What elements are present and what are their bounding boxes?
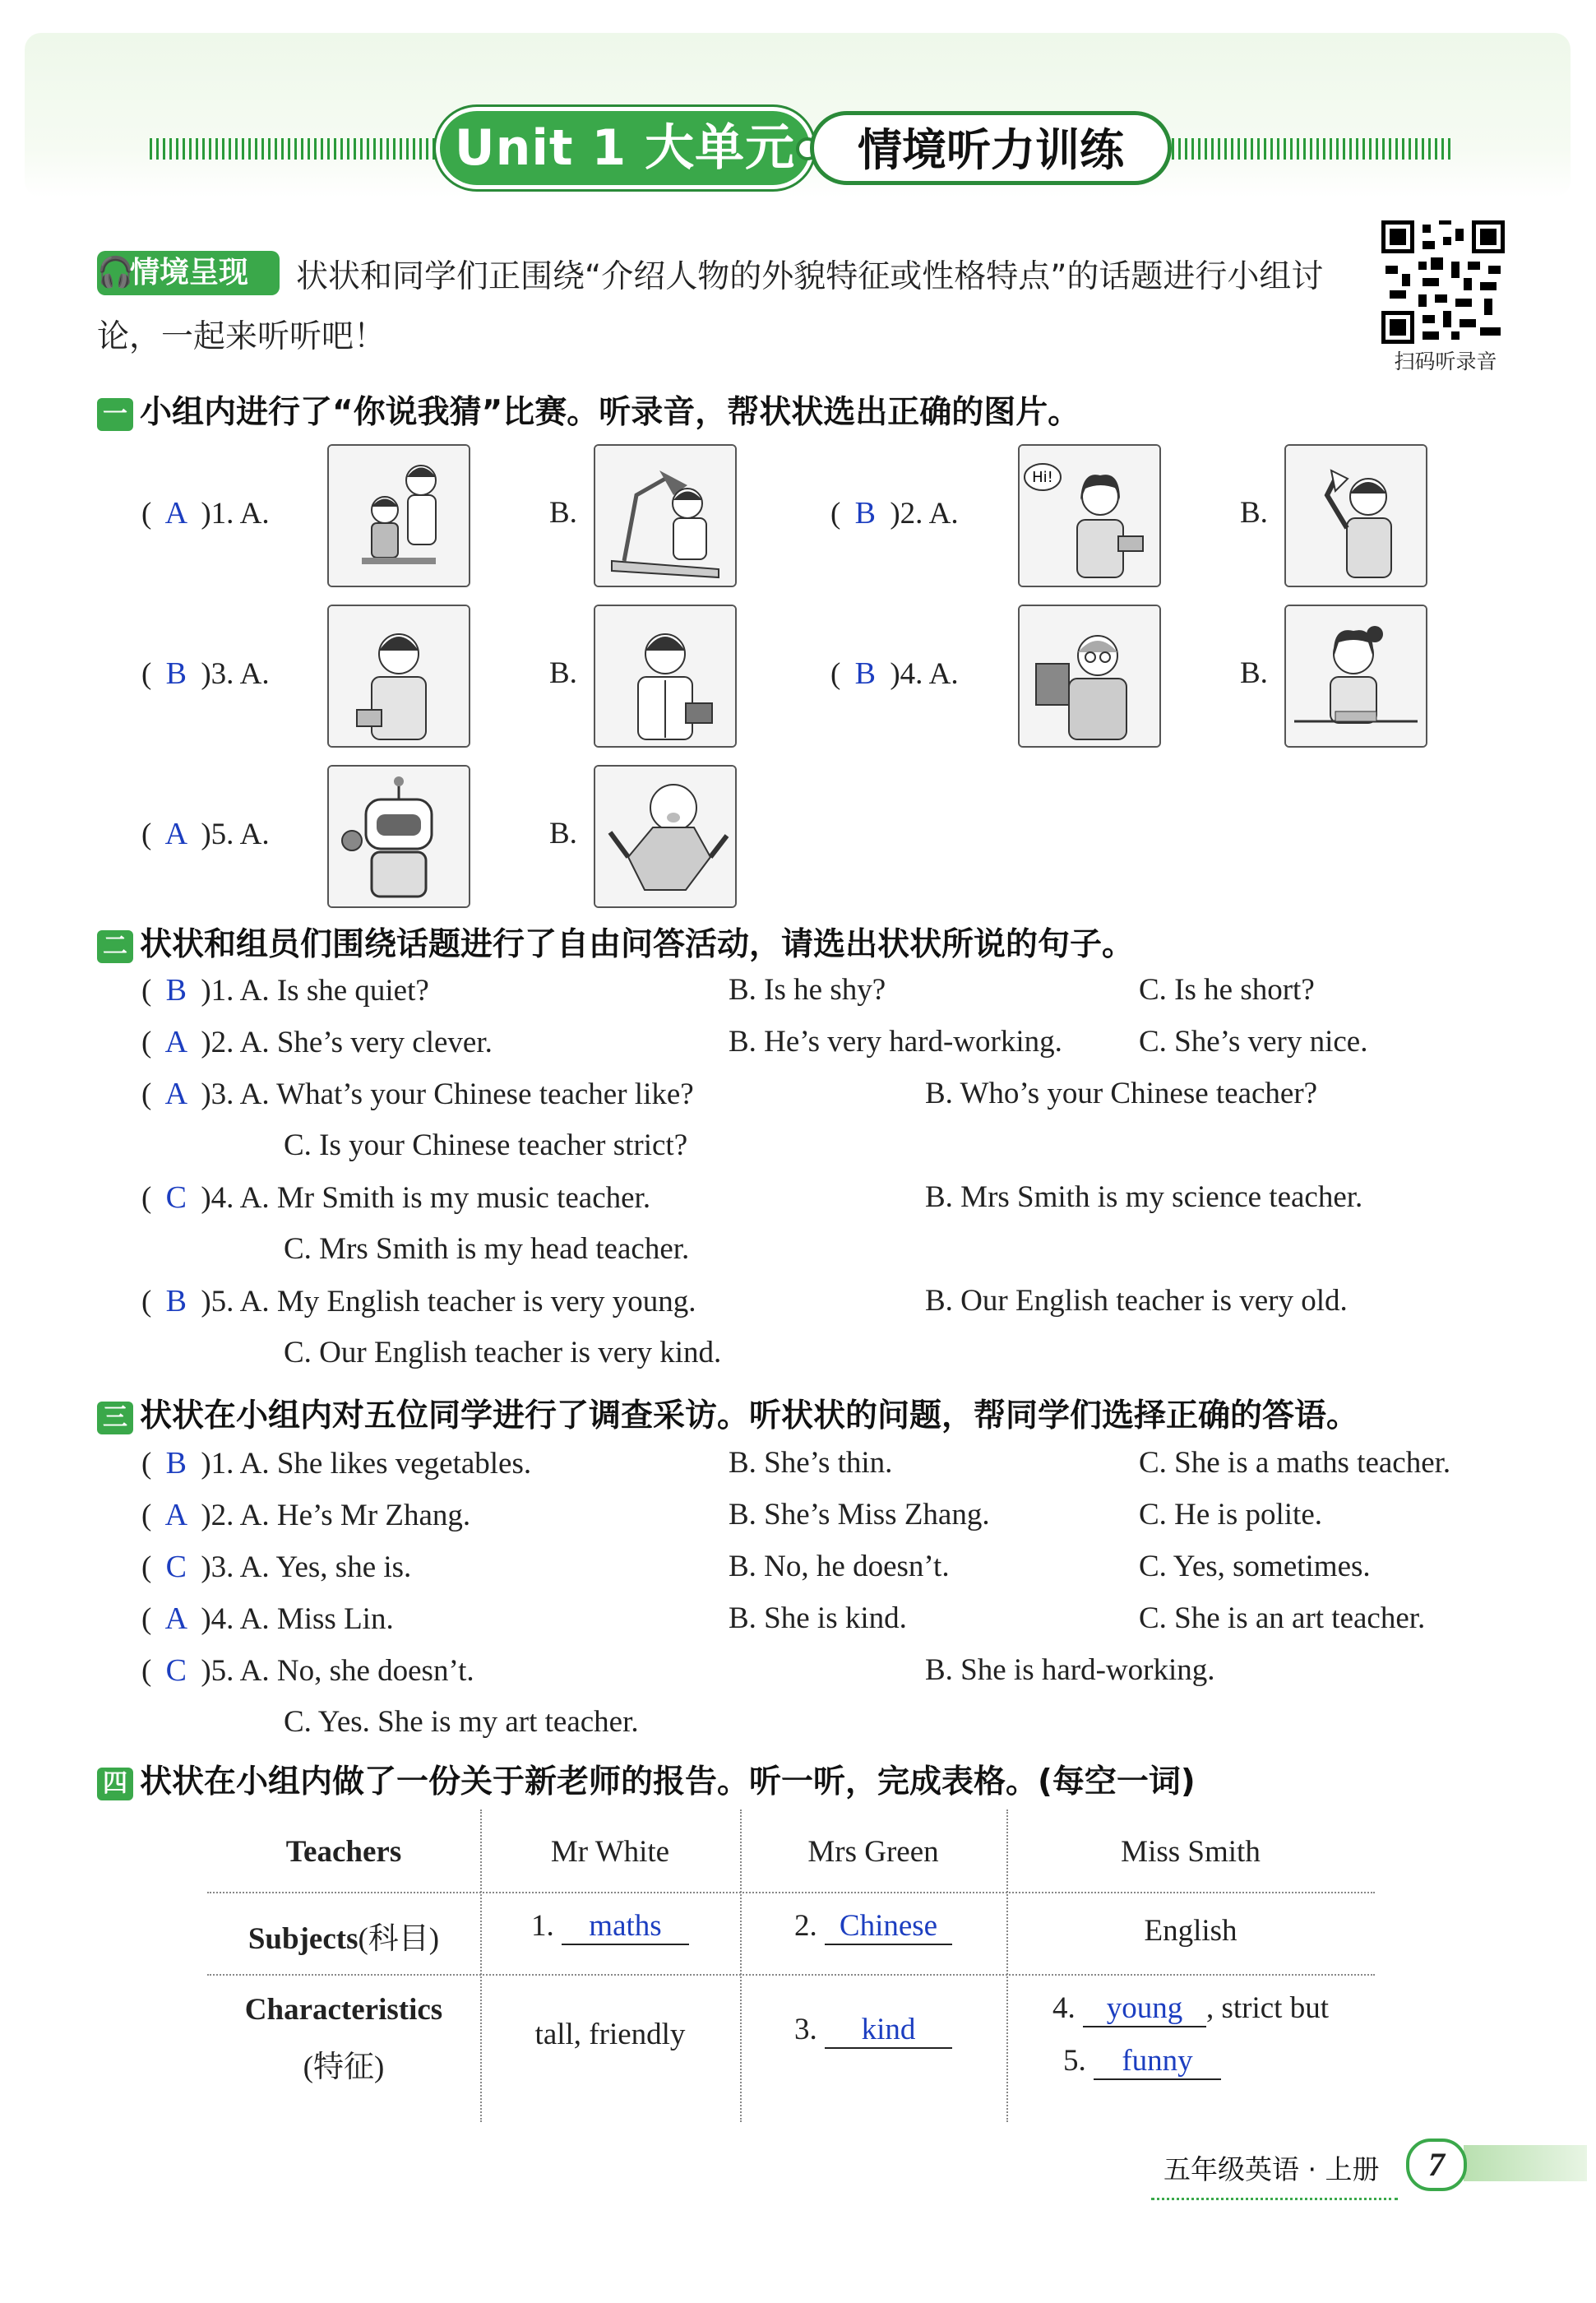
s1-q1-picture-a[interactable] (327, 444, 470, 587)
s2-q5-option-b: B. Our English teacher is very old. (925, 1284, 1348, 1318)
qr-code-icon (1381, 220, 1505, 344)
s3-q3-option-c: C. Yes, sometimes. (1139, 1550, 1371, 1583)
s2-q1-num: 1 (210, 974, 227, 1008)
section4-number: 四 (97, 1768, 133, 1800)
table-header-teachers: Teachers (285, 1835, 402, 1869)
s1-q5-picture-a[interactable] (327, 765, 470, 908)
section3-number: 三 (97, 1402, 133, 1434)
table-divider (207, 1974, 1375, 1976)
section2-number: 二 (97, 930, 133, 963)
s1-q5-label-b: B. (549, 817, 577, 850)
s2-q2-answer[interactable]: A (164, 1025, 188, 1059)
s3-q1-answer[interactable]: B (165, 1446, 187, 1480)
table-header-characteristics: Characteristics (244, 1993, 443, 2027)
s1-q1-picture-b[interactable] (594, 444, 737, 587)
s1-q3-label-a: A. (239, 657, 270, 691)
section4-header (97, 1756, 1196, 1802)
teacher-name-3: Miss Smith (1121, 1835, 1261, 1869)
blank-5-num: 5. (1063, 2044, 1086, 2078)
s1-q3-answer[interactable]: B (165, 656, 187, 691)
s3-q4: ( A )4. A. Miss Lin. (141, 1601, 394, 1636)
s1-q4-label-a: A. (928, 657, 959, 691)
s2-q2-option-c: C. She’s very nice. (1139, 1025, 1368, 1059)
s2-q5-option-c: C. Our English teacher is very kind. (284, 1336, 722, 1369)
s2-q5-num: 5 (210, 1285, 227, 1318)
s3-q1: ( B )1. A. She likes vegetables. (141, 1446, 532, 1480)
section3-header (97, 1390, 1358, 1436)
blank-3-num: 3. (794, 2013, 817, 2046)
characteristic-cell-3-line2 (1006, 2043, 1278, 2080)
s2-q2: ( A )2. A. She’s very clever. (141, 1025, 493, 1059)
s2-q4-option-a: A. Mr Smith is my music teacher. (239, 1181, 651, 1215)
s1-q2-answer[interactable]: B (854, 496, 876, 531)
teacher-name-2: Mrs Green (807, 1835, 939, 1869)
s3-q5-option-a: A. No, she doesn’t. (239, 1654, 474, 1688)
s1-q2-label-b: B. (1240, 496, 1268, 530)
s3-q5-option-b: B. She is hard-working. (925, 1653, 1215, 1687)
headphones-icon: 🎧 (97, 256, 134, 290)
s1-q1-num: 1 (210, 497, 227, 531)
s3-q3-num: 3 (210, 1550, 227, 1584)
s1-q5: ( A )5. A. (141, 817, 270, 851)
blank-3-answer[interactable]: kind (825, 2012, 952, 2049)
unit-badge: Unit 1 大单元 (440, 111, 810, 185)
section1-header (97, 387, 1080, 433)
table-divider (207, 1892, 1375, 1893)
characteristic-strict-but: , strict but (1205, 1991, 1329, 2025)
s1-q5-num: 5 (210, 818, 227, 851)
s2-q3-option-c: C. Is your Chinese teacher strict? (284, 1128, 688, 1162)
s2-q1: ( B )1. A. Is she quiet? (141, 973, 429, 1008)
qr-code[interactable] (1381, 220, 1505, 344)
blank-5-answer[interactable]: funny (1094, 2043, 1221, 2080)
s1-q2-label-a: A. (928, 497, 959, 531)
blank-4-num: 4. (1052, 1991, 1076, 2025)
s2-q4-answer[interactable]: C (165, 1180, 187, 1215)
section1-number: 一 (97, 398, 133, 431)
s1-q2-num: 2 (900, 497, 916, 531)
subject-cell-2 (740, 1908, 1006, 1945)
s3-q4-option-a: A. Miss Lin. (239, 1602, 394, 1636)
footer-book-title: 五年级英语 · 上册 (1163, 2153, 1380, 2185)
teachers-table (207, 1810, 1375, 2122)
s1-q5-label-a: A. (239, 818, 270, 851)
s2-q3-answer[interactable]: A (164, 1077, 188, 1111)
s2-q2-option-a: A. She’s very clever. (239, 1026, 493, 1059)
s2-q1-answer[interactable]: B (165, 973, 187, 1008)
characteristic-cell-2 (740, 2012, 1006, 2049)
s2-q2-option-b: B. He’s very hard-working. (729, 1025, 1062, 1059)
s2-q1-option-a: A. Is she quiet? (239, 974, 429, 1008)
s2-q3: ( A )3. A. What’s your Chinese teacher like? (141, 1077, 694, 1111)
s2-q4-num: 4 (210, 1181, 227, 1215)
s3-q2-num: 2 (210, 1499, 227, 1532)
s1-q4-label-b: B. (1240, 656, 1268, 690)
s3-q2-option-b: B. She’s Miss Zhang. (729, 1498, 990, 1531)
s1-q3-num: 3 (210, 657, 227, 691)
qr-label: 扫码听录音 (1394, 351, 1497, 373)
s2-q5-option-a: A. My English teacher is very young. (239, 1285, 696, 1318)
s3-q1-option-c: C. She is a maths teacher. (1139, 1446, 1451, 1480)
blank-1-num: 1. (531, 1909, 554, 1943)
header-stripes-left (150, 138, 442, 160)
s3-q4-answer[interactable]: A (164, 1601, 188, 1636)
intro-tag-label: 情境呈现 (130, 256, 249, 290)
footer-dotted-rule (1151, 2198, 1398, 2200)
teacher-name-1: Mr White (550, 1835, 670, 1869)
s1-q1-label-b: B. (549, 496, 577, 530)
s2-q5: ( B )5. A. My English teacher is very young. (141, 1284, 696, 1318)
s3-q2-answer[interactable]: A (164, 1498, 188, 1532)
subjects-label: Subjects (247, 1922, 359, 1956)
s1-q1-label-a: A. (239, 497, 270, 531)
s2-q1-option-c: C. Is he short? (1139, 973, 1315, 1007)
s2-q4: ( C )4. A. Mr Smith is my music teacher. (141, 1180, 651, 1215)
s3-q2-option-c: C. He is polite. (1139, 1498, 1323, 1531)
header-stripes-right (1172, 138, 1451, 160)
s1-q3-picture-b[interactable] (594, 605, 737, 748)
s1-q3-label-b: B. (549, 656, 577, 690)
s3-q5-answer[interactable]: C (165, 1653, 187, 1688)
s2-q3-num: 3 (210, 1077, 227, 1111)
s2-q3-option-a: A. What’s your Chinese teacher like? (239, 1077, 694, 1111)
intro-text-line2: 论，一起来听听吧！ (97, 318, 386, 355)
s1-q4-picture-b[interactable] (1284, 605, 1427, 748)
s1-q4-num: 4 (900, 657, 916, 691)
s1-q4-answer[interactable]: B (854, 656, 876, 691)
blank-1-answer[interactable]: maths (562, 1908, 689, 1945)
s1-q2: ( B )2. A. (830, 496, 959, 531)
s1-q4: ( B )4. A. (830, 656, 959, 691)
intro-tag (97, 251, 280, 295)
s1-q2-picture-b[interactable] (1284, 444, 1427, 587)
s3-q2: ( A )2. A. He’s Mr Zhang. (141, 1498, 471, 1532)
s1-q3-picture-a[interactable] (327, 605, 470, 748)
section4-title: 状状在小组内做了一份关于新老师的报告。听一听，完成表格。(每空一词) (140, 1763, 1196, 1800)
subjects-label-cn: (科目) (358, 1922, 440, 1956)
s2-q2-num: 2 (210, 1026, 227, 1059)
section2-header (97, 919, 1134, 965)
s3-q4-option-b: B. She is kind. (729, 1601, 907, 1635)
characteristic-cell-1: tall, friendly (534, 2018, 686, 2051)
s3-q3-answer[interactable]: C (165, 1550, 187, 1584)
subject-cell-1 (480, 1908, 740, 1945)
s1-q5-answer[interactable]: A (164, 817, 188, 851)
page-title: 情境听力训练 (810, 111, 1172, 185)
s2-q5-answer[interactable]: B (165, 1284, 187, 1318)
s3-q4-option-c: C. She is an art teacher. (1139, 1601, 1426, 1635)
intro-text-line1: 状状和同学们正围绕“介绍人物的外貌特征或性格特点”的话题进行小组讨 (296, 258, 1324, 295)
table-header-characteristics-cn: (特征) (303, 2050, 385, 2084)
s1-q1-answer[interactable]: A (164, 496, 188, 531)
subject-cell-3: English (1144, 1914, 1237, 1948)
s3-q3: ( C )3. A. Yes, she is. (141, 1550, 412, 1584)
s2-q4-option-c: C. Mrs Smith is my head teacher. (284, 1232, 690, 1266)
s3-q1-num: 1 (210, 1447, 227, 1480)
s1-q5-picture-b[interactable] (594, 765, 737, 908)
section2-title: 状状和组员们围绕话题进行了自由问答活动，请选出状状所说的句子。 (140, 926, 1135, 963)
s3-q1-option-b: B. She’s thin. (729, 1446, 893, 1480)
s3-q5-num: 5 (210, 1654, 227, 1688)
s1-q2-picture-a[interactable] (1018, 444, 1161, 587)
characteristic-cell-3-line1 (1006, 1990, 1375, 2027)
s2-q4-option-b: B. Mrs Smith is my science teacher. (925, 1180, 1363, 1214)
page-number: 7 (1406, 2138, 1467, 2191)
s3-q5: ( C )5. A. No, she doesn’t. (141, 1653, 474, 1688)
s3-q5-option-c: C. Yes. She is my art teacher. (284, 1705, 639, 1739)
s3-q1-option-a: A. She likes vegetables. (239, 1447, 532, 1480)
blank-2-answer[interactable]: Chinese (825, 1908, 952, 1945)
s2-q3-option-b: B. Who’s your Chinese teacher? (925, 1077, 1318, 1110)
blank-2-num: 2. (794, 1909, 817, 1943)
blank-4-answer[interactable]: young (1083, 1990, 1206, 2027)
s2-q1-option-b: B. Is he shy? (729, 973, 886, 1007)
s3-q3-option-a: A. Yes, she is. (239, 1550, 412, 1584)
s1-q3: ( B )3. A. (141, 656, 270, 691)
s1-q4-picture-a[interactable] (1018, 605, 1161, 748)
section3-title: 状状在小组内对五位同学进行了调查采访。听状状的问题，帮同学们选择正确的答语。 (140, 1397, 1359, 1434)
s3-q3-option-b: B. No, he doesn’t. (729, 1550, 950, 1583)
footer-band (1464, 2145, 1587, 2181)
table-header-subjects (207, 1913, 480, 1958)
s3-q4-num: 4 (210, 1602, 227, 1636)
s1-q1: ( A )1. A. (141, 496, 270, 531)
s3-q2-option-a: A. He’s Mr Zhang. (239, 1499, 471, 1532)
section1-title: 小组内进行了“你说我猜”比赛。听录音，帮状状选出正确的图片。 (140, 394, 1080, 431)
s1-q2-hi-bubble: Hi! (1032, 469, 1053, 486)
